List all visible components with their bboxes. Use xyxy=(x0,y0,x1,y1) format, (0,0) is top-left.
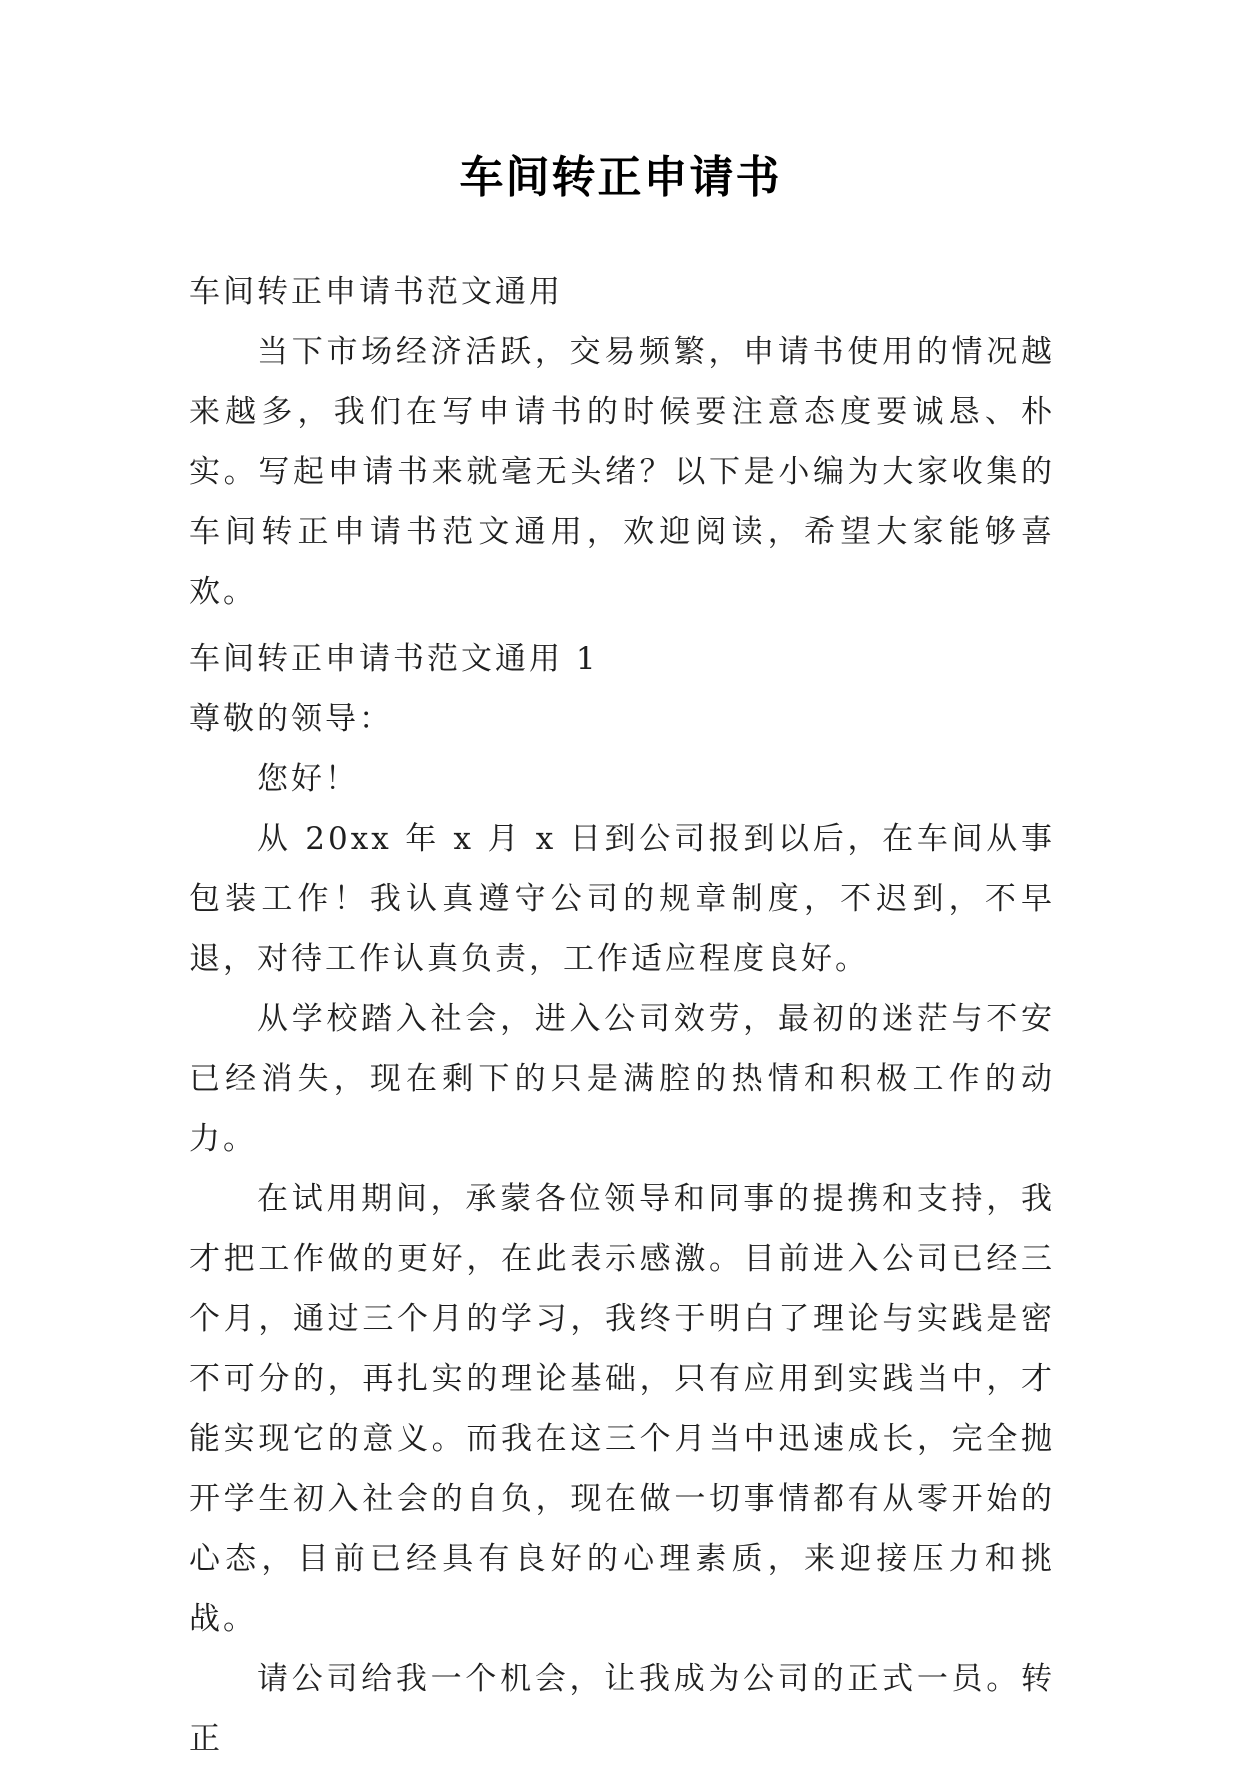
body-paragraph: 请公司给我一个机会，让我成为公司的正式一员。转正 xyxy=(189,1661,1055,1757)
body-paragraph: 从 20xx 年 x 月 x 日到公司报到以后，在车间从事包装工作！我认真遵守公司的规章制度，不迟到，不早退，对待工作认真负责，工作适应程度良好。 xyxy=(189,821,1055,977)
document-title: 车间转正申请书 xyxy=(459,152,782,203)
intro-subtitle: 车间转正申请书范文通用 xyxy=(189,274,563,310)
intro-section xyxy=(189,262,1055,622)
sample-heading: 车间转正申请书范文通用 1 xyxy=(189,641,599,677)
body-paragraph: 从学校踏入社会，进入公司效劳，最初的迷茫与不安已经消失，现在剩下的只是满腔的热情和积极工作的动力。 xyxy=(189,1001,1055,1157)
sample-letter-section xyxy=(189,629,1055,1769)
salutation: 尊敬的领导： xyxy=(189,701,393,737)
greeting: 您好！ xyxy=(257,761,359,797)
intro-paragraph: 当下市场经济活跃，交易频繁，申请书使用的情况越来越多，我们在写申请书的时候要注意态度要诚恳、朴实。写起申请书来就毫无头绪？以下是小编为大家收集的车间转正申请书范文通用，欢迎阅读，希望大家能够喜欢。 xyxy=(189,334,1055,610)
body-paragraph: 在试用期间，承蒙各位领导和同事的提携和支持，我才把工作做的更好，在此表示感激。目前进入公司已经三个月，通过三个月的学习，我终于明白了理论与实践是密不可分的，再扎实的理论基础，只有应用到实践当中，才能实现它的意义。而我在这三个月当中迅速成长，完全抛开学生初入社会的自负，现在做一切事情都有从零开始的心态，目前已经具有良好的心理素质，来迎接压力和挑战。 xyxy=(189,1181,1055,1637)
